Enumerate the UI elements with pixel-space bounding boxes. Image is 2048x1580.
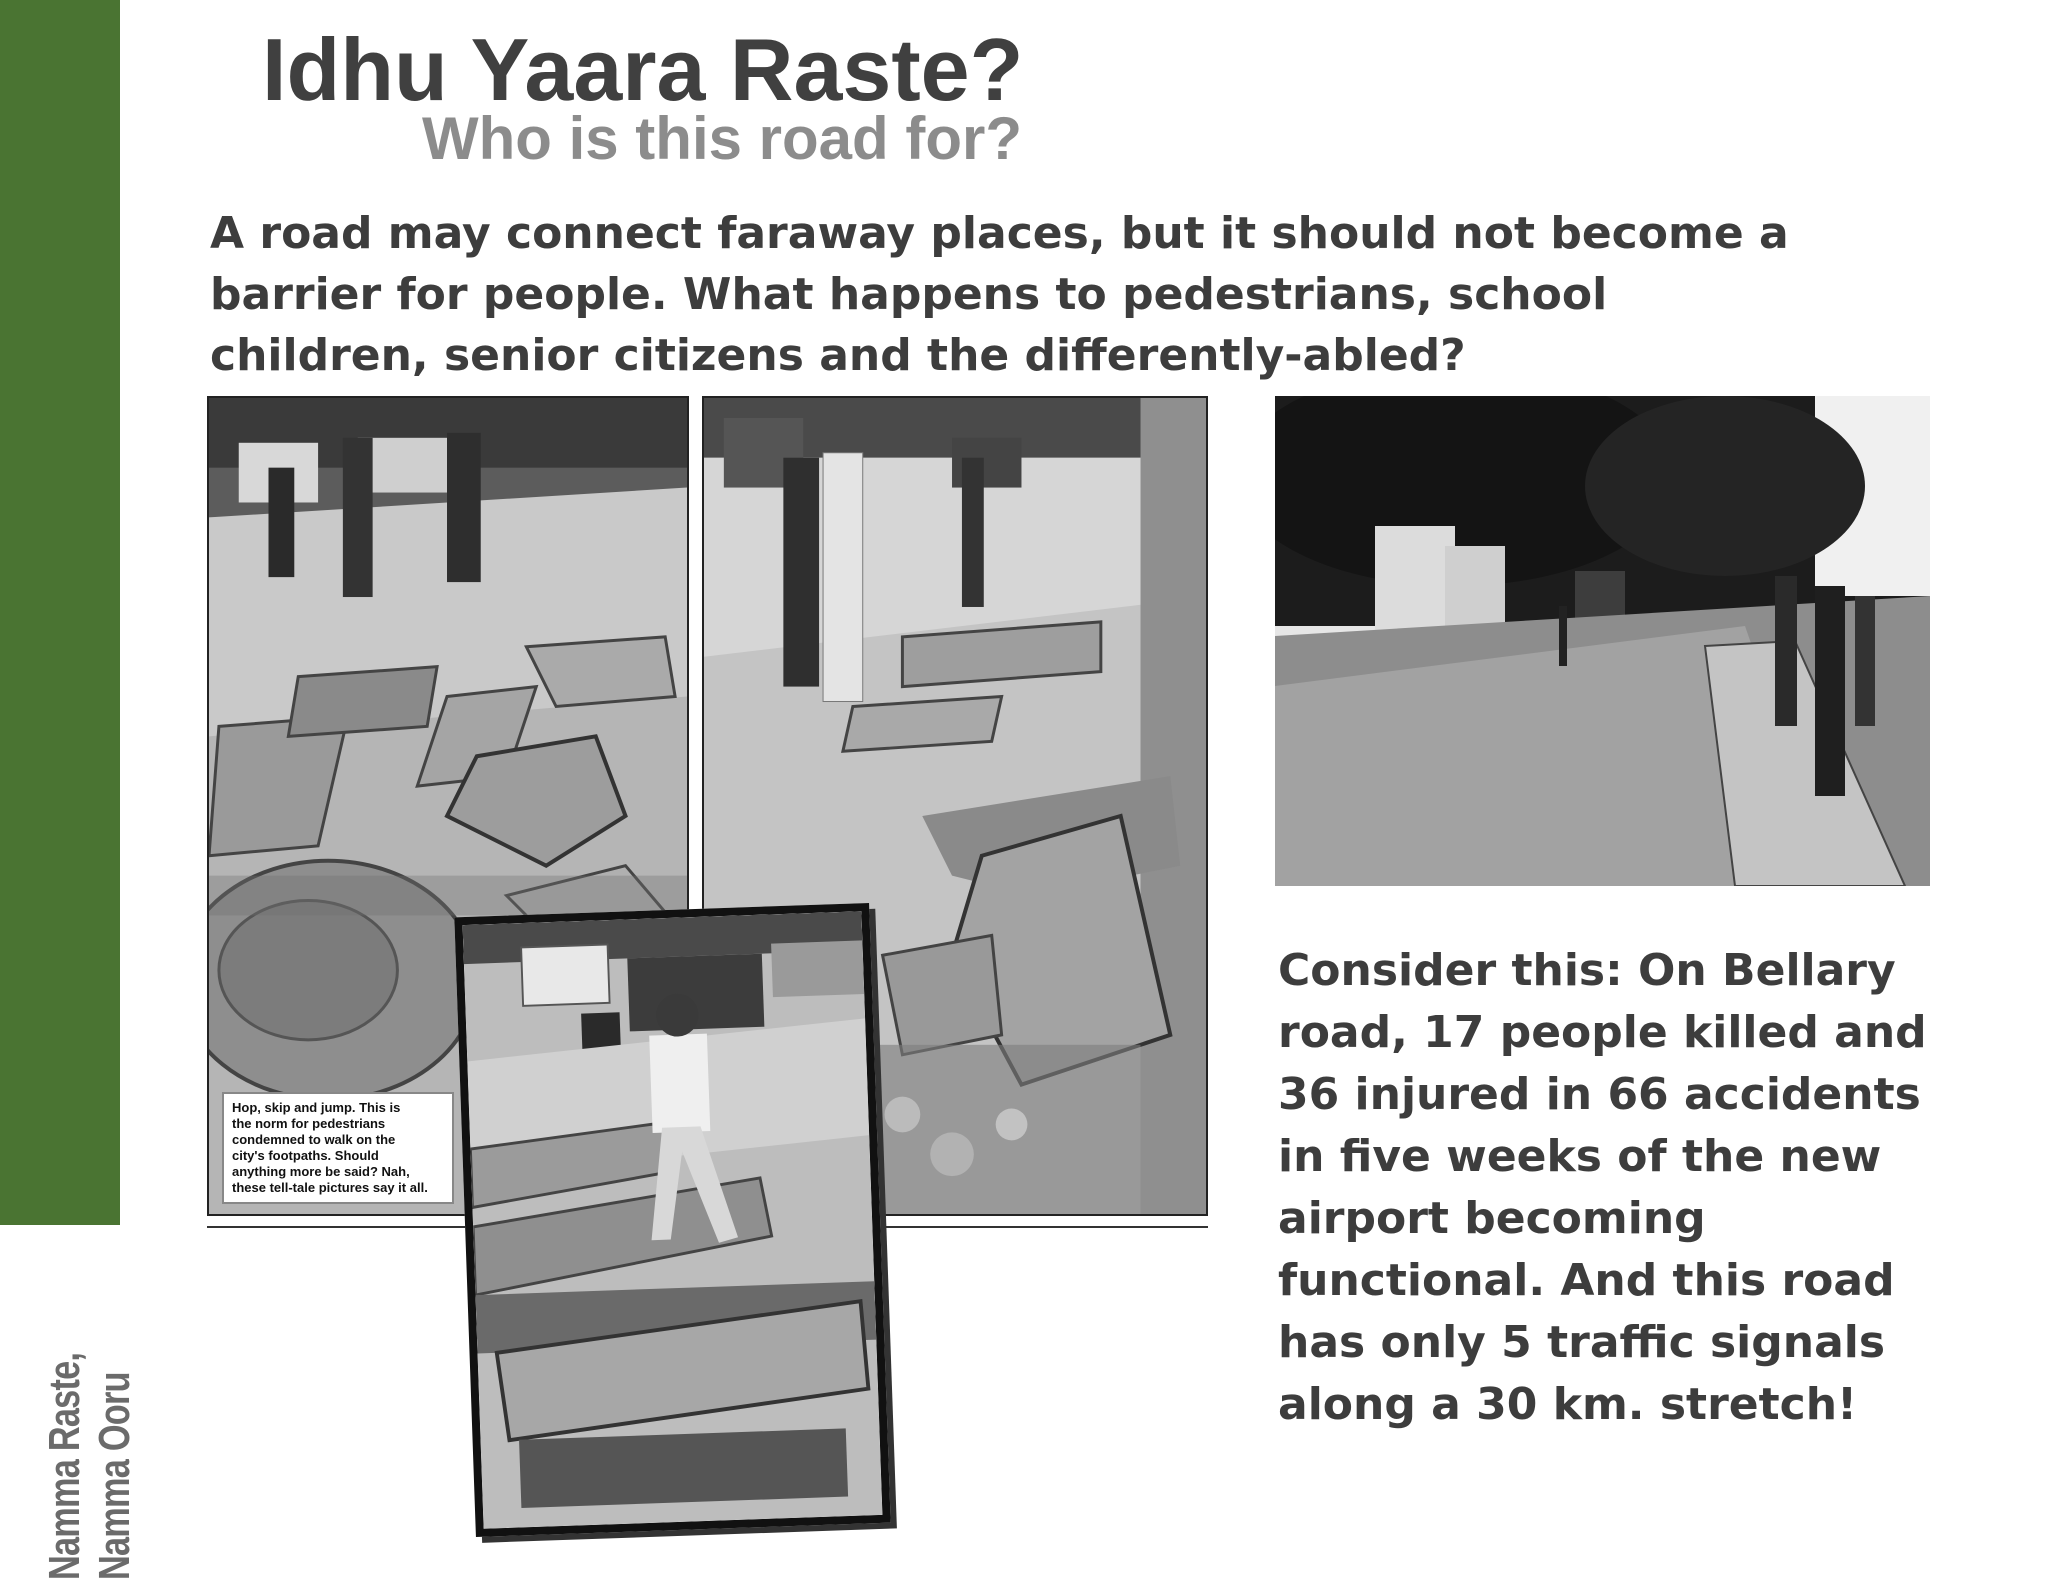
intro-line: children, senior citizens and the differently-abled? [210, 330, 1466, 381]
intro-line: barrier for people. What happens to pedestrians, school [210, 269, 1608, 320]
fact-line: in five weeks of the new [1278, 1131, 1882, 1182]
intro-paragraph [210, 203, 1850, 386]
side-caption-line: Namma Raste, [40, 1352, 89, 1580]
photo-caption-line: the norm for pedestrians [232, 1116, 386, 1131]
fact-line: airport becoming [1278, 1193, 1706, 1244]
photo-unpaved-road [1275, 396, 1930, 886]
page-subtitle: Who is this road for? [422, 105, 1022, 172]
side-caption-line: Namma Ooru [90, 1372, 139, 1580]
fact-line: Consider this: On Bellary [1278, 945, 1896, 996]
fact-line: along a 30 km. stretch! [1278, 1379, 1858, 1430]
fact-line: has only 5 traffic signals [1278, 1317, 1886, 1368]
photo-caption-line: city's footpaths. Should [232, 1148, 379, 1163]
page-title: Idhu Yaara Raste? [262, 20, 1024, 119]
photo-child-jumping-footpath [454, 903, 890, 1537]
side-caption [40, 1160, 160, 1580]
photo-caption-line: Hop, skip and jump. This is [232, 1100, 401, 1115]
photo-caption-line: these tell-tale pictures say it all. [232, 1180, 428, 1195]
photo-caption-line: condemned to walk on the [232, 1132, 396, 1147]
photo-caption [222, 1092, 454, 1204]
fact-line: 36 injured in 66 accidents [1278, 1069, 1921, 1120]
fact-line: functional. And this road [1278, 1255, 1895, 1306]
photo-caption-line: anything more be said? Nah, [232, 1164, 410, 1179]
green-sidebar-band [0, 0, 120, 1225]
accident-fact-paragraph [1278, 940, 1978, 1436]
fact-line: road, 17 people killed and [1278, 1007, 1927, 1058]
intro-line: A road may connect faraway places, but it should not become a [210, 208, 1789, 259]
